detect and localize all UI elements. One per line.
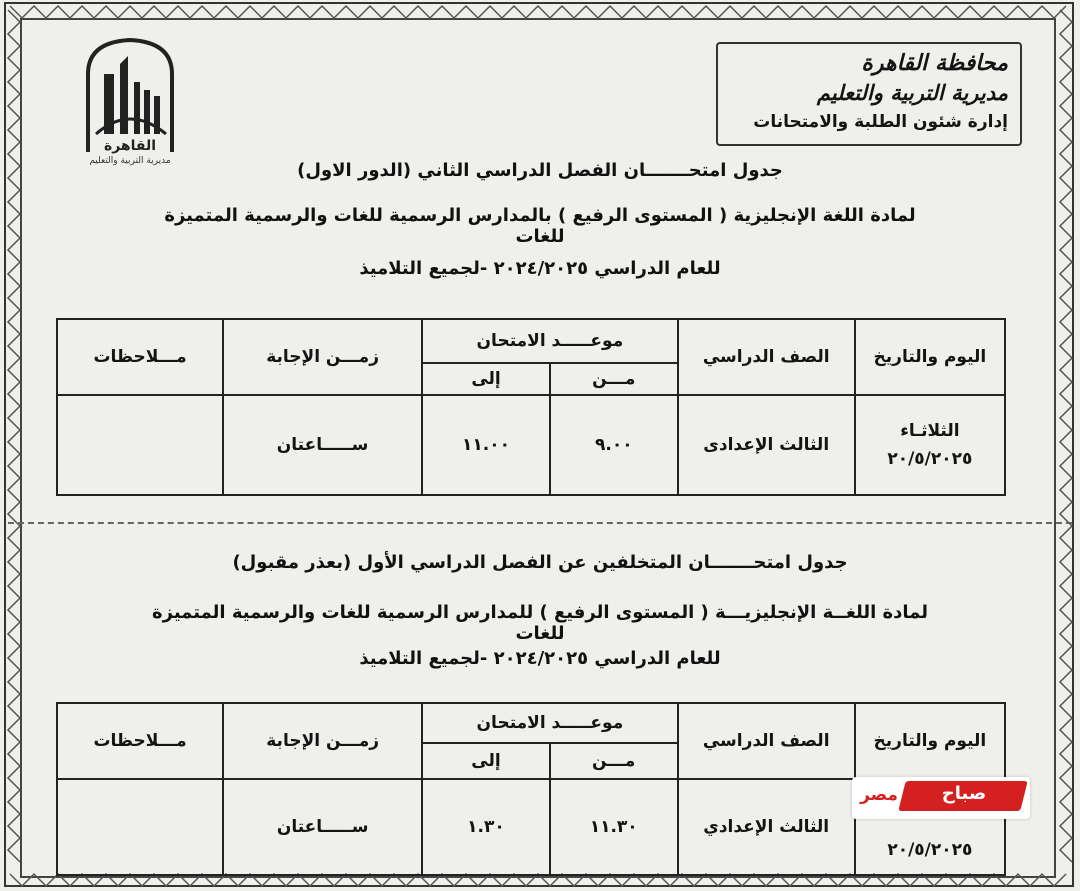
section1-title-line1: جدول امتحـــــــان الفصل الدراسي الثاني (الدور الاول) [297,160,783,181]
header-grade: الصف الدراسي [678,319,855,395]
sada-masr-watermark [852,777,1030,819]
watermark-suffix: مصر [860,785,898,805]
table-header-row [57,703,1005,743]
governorate-name: محافظة القاهرة [861,50,1008,76]
table-header-row [57,319,1005,363]
cell-duration: ســـــاعتان [223,779,422,875]
cell-to: ١١.٠٠ [422,395,550,495]
table-row [57,395,1005,495]
issuer-header-box [716,42,1022,146]
section2-title-line1: جدول امتحـــــــان المتخلفين عن الفصل الدراسي الأول (بعذر مقبول) [232,552,848,573]
directorate-name: مديرية التربية والتعليم [816,80,1008,105]
cell-grade: الثالث الإعدادي [678,779,855,875]
cell-grade: الثالث الإعدادى [678,395,855,495]
header-from: مـــن [550,743,678,779]
cell-duration: ســـــاعتان [223,395,422,495]
cairo-logo-icon [70,34,190,164]
header-notes: مـــلاحظات [57,703,223,779]
cell-notes [57,779,223,875]
logo-name: القاهرة [103,138,157,154]
department-name: إدارة شئون الطلبة والامتحانات [753,112,1008,132]
cell-day: الثلاثـاء [900,421,960,441]
cell-date: ٢٠/٥/٢٠٢٥ [887,840,973,860]
cell-to: ١.٣٠ [422,779,550,875]
header-from: مـــن [550,363,678,395]
zigzag-segment [10,6,1066,18]
logo-caption: مديرية التربية والتعليم [89,156,171,166]
cell-date: ٢٠/٥/٢٠٢٥ [887,449,973,469]
header-exam-time: موعـــــد الامتحان [422,703,677,743]
section2-title-line3: للعام الدراسي ٢٠٢٤/٢٠٢٥ -لجميع التلاميذ [359,648,721,669]
section-divider [8,522,1072,524]
header-grade: الصف الدراسي [678,703,855,779]
header-notes: مـــلاحظات [57,319,223,395]
watermark-brand: صباح [941,783,987,804]
cell-day-date [855,395,1005,495]
cell-from: ١١.٣٠ [550,779,678,875]
header-exam-time: موعـــــد الامتحان [422,319,678,363]
zigzag-segment [8,10,20,862]
header-day-date: اليوم والتاريخ [855,319,1005,395]
header-duration: زمـــن الإجابة [223,319,422,395]
zigzag-segment [1060,10,1072,862]
section1-title-line3: للعام الدراسي ٢٠٢٤/٢٠٢٥ -لجميع التلاميذ [359,258,721,279]
section1-schedule-table [56,318,1006,496]
cell-from: ٩.٠٠ [550,395,678,495]
cell-notes [57,395,223,495]
header-to: إلى [422,743,550,779]
header-day-date: اليوم والتاريخ [855,703,1005,779]
header-duration: زمـــن الإجابة [223,703,422,779]
header-to: إلى [422,363,550,395]
section2-title-line2: لمادة اللغــة الإنجليزيـــة ( المستوى الرفيع ) للمدارس الرسمية للغات والرسمية المتميزة للغات [152,602,928,644]
section1-title-line2: لمادة اللغة الإنجليزية ( المستوى الرفيع ) بالمدارس الرسمية للغات والرسمية المتميزة للغات [164,205,916,247]
